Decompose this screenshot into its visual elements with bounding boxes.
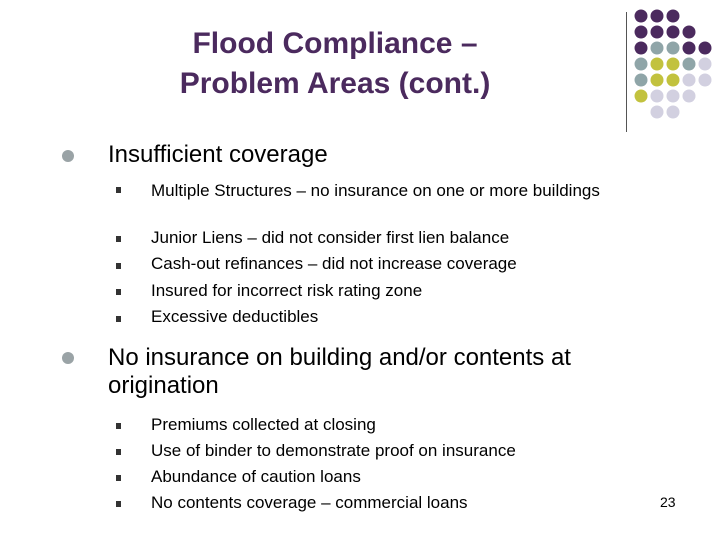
bullet-marker	[116, 449, 121, 455]
decorative-dot	[651, 10, 664, 23]
decorative-dot	[667, 26, 680, 39]
bullet-marker	[116, 423, 121, 429]
list-item: Use of binder to demonstrate proof on insurance	[151, 441, 516, 460]
section-2-heading-line-1: No insurance on building and/or contents at	[108, 344, 571, 371]
page-number: 23	[660, 494, 676, 510]
decorative-dot	[651, 74, 664, 87]
decorative-dot	[683, 74, 696, 87]
list-item: Cash-out refinances – did not increase coverage	[151, 254, 517, 273]
decorative-dot	[635, 42, 648, 55]
section-1-bullet	[62, 150, 74, 162]
list-item: Junior Liens – did not consider first lien balance	[151, 228, 510, 247]
list-item: Excessive deductibles	[151, 307, 319, 326]
bullet-marker	[116, 289, 121, 295]
list-item: Abundance of caution loans	[151, 467, 361, 486]
decorative-dot	[699, 42, 712, 55]
decorative-dot	[635, 58, 648, 71]
list-item: Multiple Structures – no insurance on one or more buildings	[151, 181, 600, 200]
decorative-dot	[667, 74, 680, 87]
bullet-marker	[116, 263, 121, 269]
section-2-bullet	[62, 352, 74, 364]
decorative-dot	[667, 106, 680, 119]
bullet-marker	[116, 236, 121, 242]
title-line-1: Flood Compliance –	[192, 27, 478, 60]
decorative-dot	[635, 10, 648, 23]
decorative-dot	[635, 26, 648, 39]
decorative-dot	[683, 58, 696, 71]
decorative-dot	[651, 42, 664, 55]
decorative-dot	[667, 10, 680, 23]
decorative-dot	[635, 90, 648, 103]
decorative-dot-grid	[0, 0, 720, 140]
bullet-marker	[116, 187, 121, 193]
decorative-dot	[667, 58, 680, 71]
decorative-dot	[667, 42, 680, 55]
bullet-marker	[116, 501, 121, 507]
decorative-dot	[635, 74, 648, 87]
decorative-dot	[651, 106, 664, 119]
section-2-heading	[108, 344, 638, 400]
section-2-heading-line-2: origination	[108, 372, 219, 399]
decorative-dot	[699, 74, 712, 87]
list-item: Premiums collected at closing	[151, 415, 376, 434]
decorative-dot	[651, 58, 664, 71]
decorative-dot	[699, 58, 712, 71]
decorative-dot	[683, 90, 696, 103]
decorative-dot	[667, 90, 680, 103]
decorative-dot	[683, 42, 696, 55]
decorative-dot	[651, 26, 664, 39]
title-line-2: Problem Areas (cont.)	[179, 67, 491, 100]
section-1-heading: Insufficient coverage	[108, 141, 328, 168]
bullet-marker	[116, 475, 121, 481]
list-item: Insured for incorrect risk rating zone	[151, 281, 423, 300]
decorative-dot	[651, 90, 664, 103]
list-item: No contents coverage – commercial loans	[151, 493, 468, 512]
decorative-dot	[683, 26, 696, 39]
bullet-marker	[116, 316, 121, 322]
